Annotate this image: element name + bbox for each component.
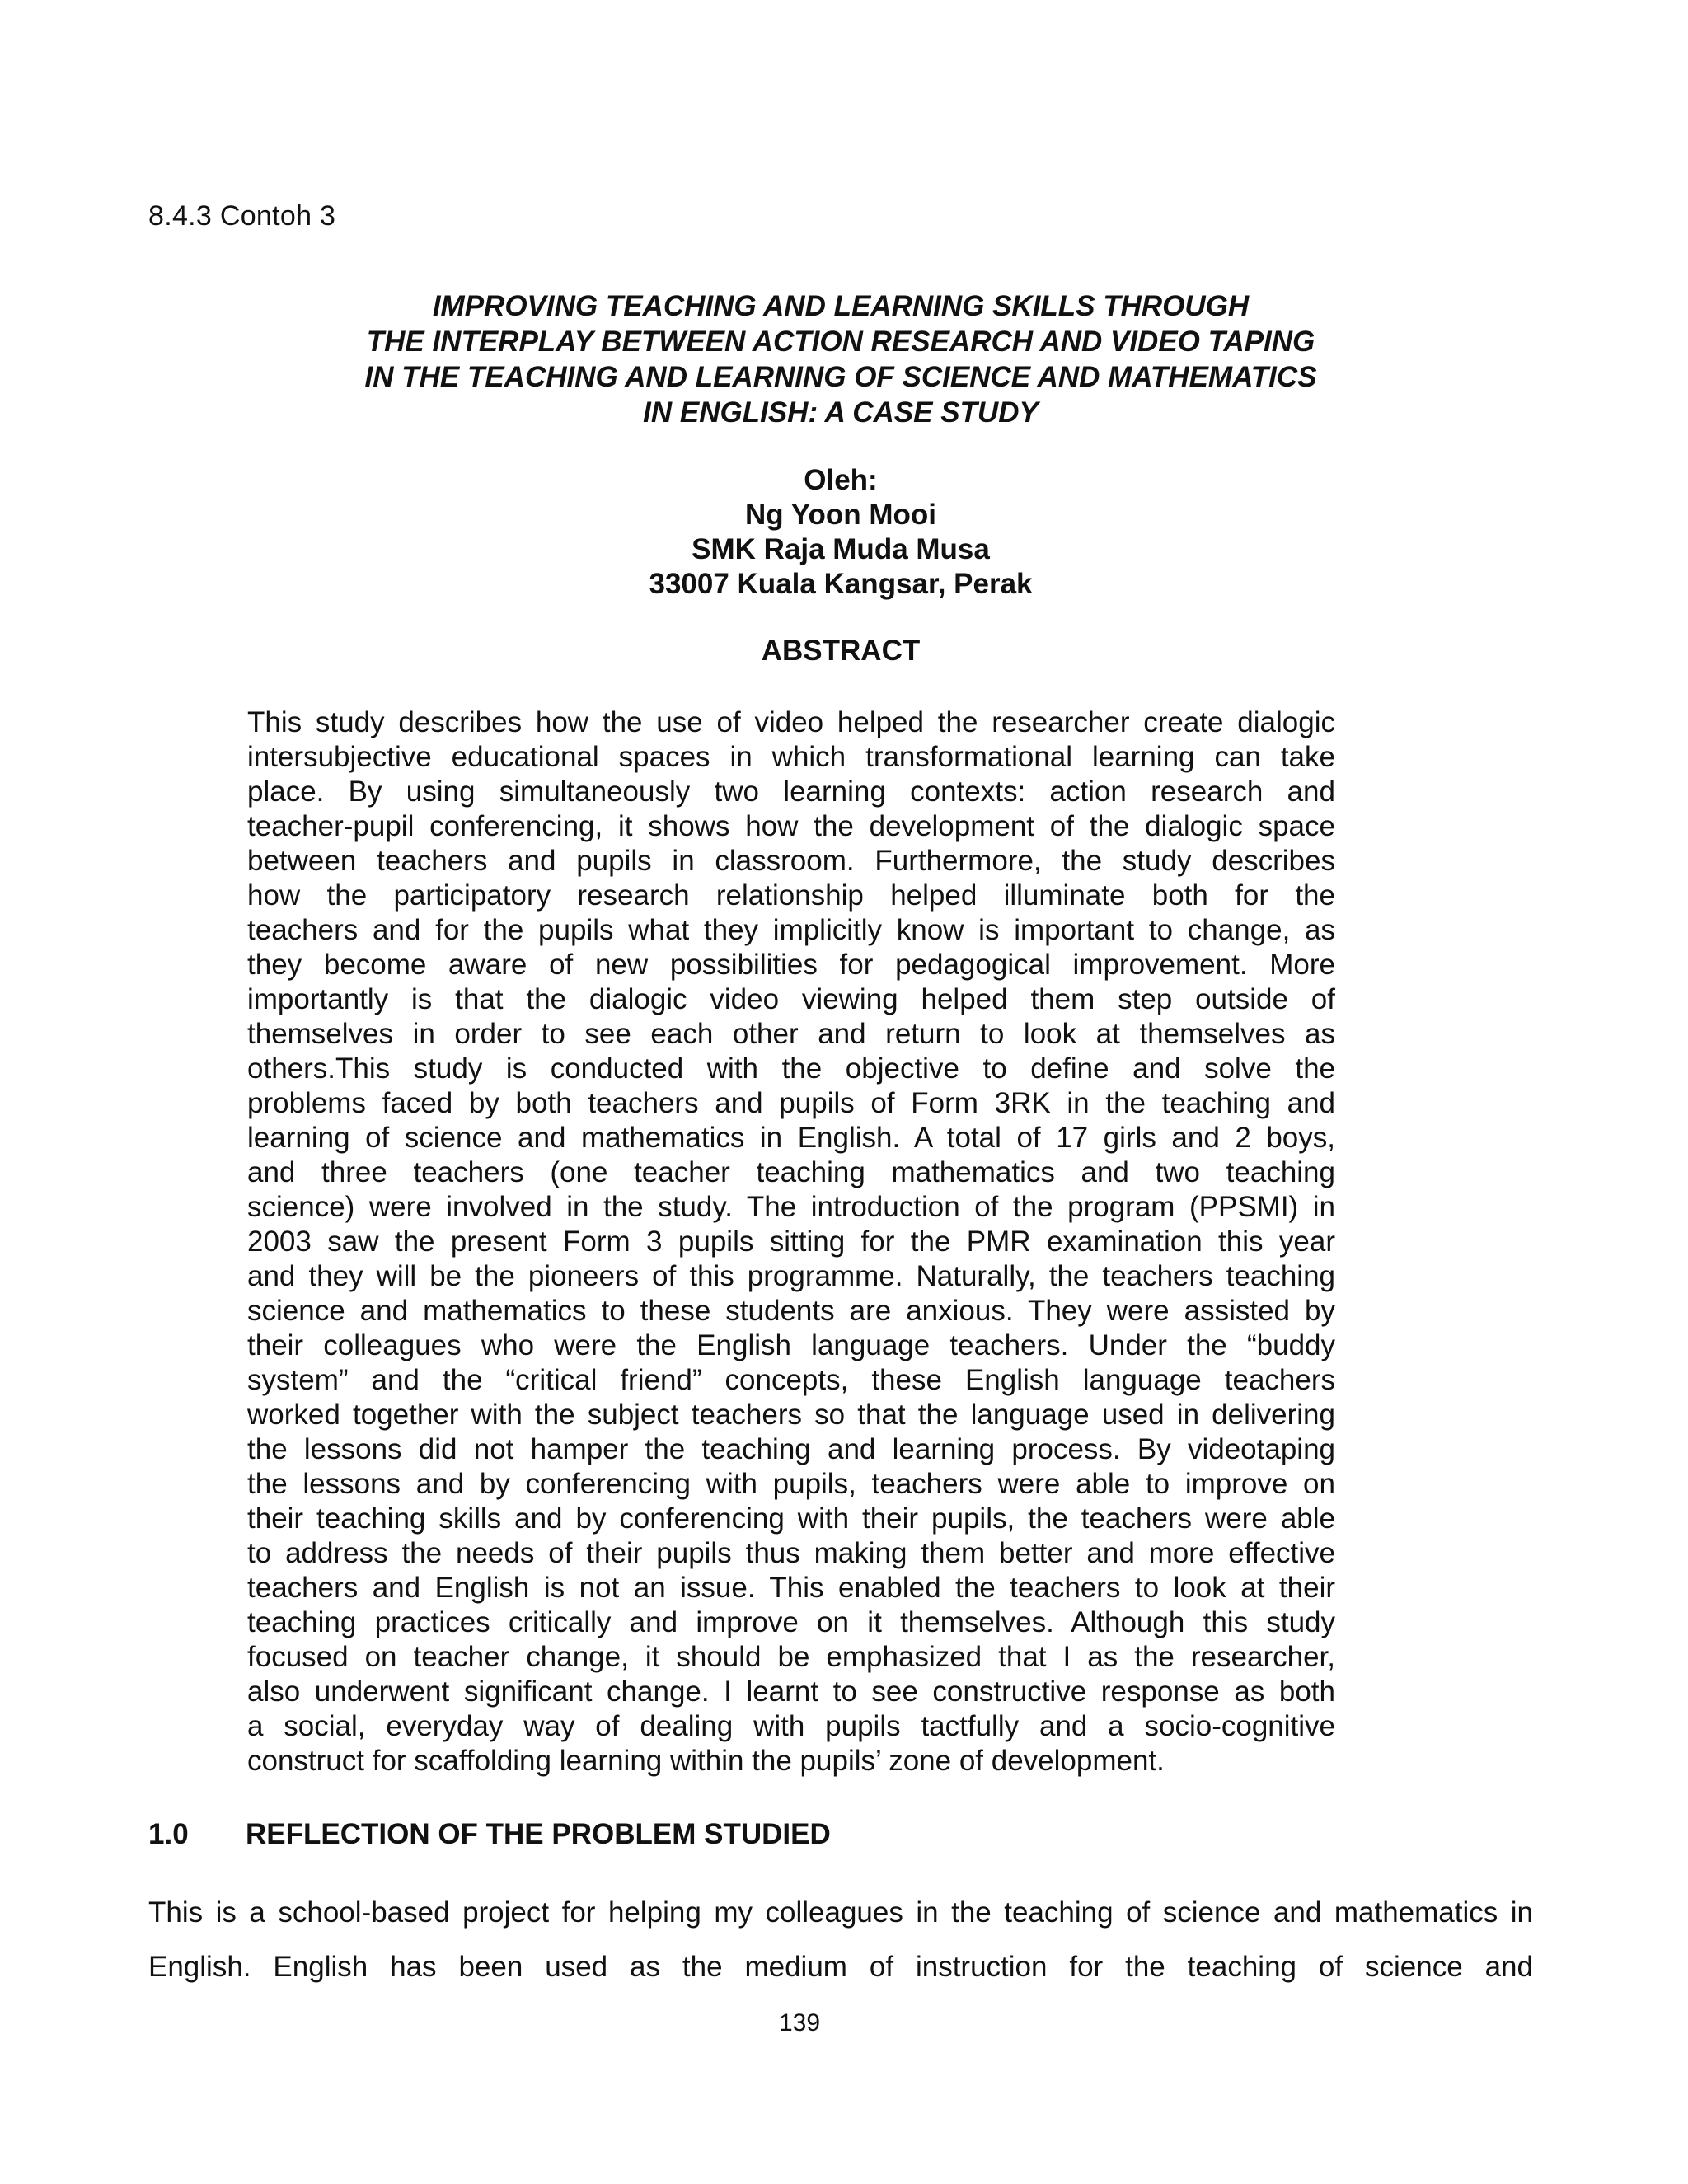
abstract-line: science) were involved in the study. The introduction of the program (PPSMI) in (247, 1191, 1335, 1223)
body-paragraph (148, 1886, 1533, 1994)
abstract-line: the lessons did not hamper the teaching and learning process. By videotaping (247, 1433, 1335, 1465)
section-heading (148, 1818, 831, 1851)
abstract-body (247, 705, 1335, 1779)
abstract-line: 2003 saw the present Form 3 pupils sitting for the PMR examination this year (247, 1226, 1335, 1258)
abstract-line: themselves in order to see each other and return to look at themselves as (247, 1018, 1335, 1050)
author-by-label: Oleh: (804, 464, 878, 496)
body-line: English. English has been used as the medium of instruction for the teaching of science and (148, 1951, 1533, 1983)
section-label: 8.4.3 Contoh 3 (148, 200, 336, 232)
abstract-line: teachers and for the pupils what they implicitly know is important to change, as (247, 914, 1335, 946)
abstract-line: teaching practices critically and improve on it themselves. Although this study (247, 1606, 1335, 1638)
page-number: 139 (778, 2009, 821, 2036)
abstract-line: intersubjective educational spaces in which transformational learning can take (247, 741, 1335, 773)
paper-title (247, 288, 1434, 430)
abstract-line: others.This study is conducted with the objective to define and solve the (247, 1052, 1335, 1085)
abstract-line: This study describes how the use of video helped the researcher create dialogic (247, 706, 1335, 738)
abstract-line: between teachers and pupils in classroom. Furthermore, the study describes (247, 845, 1335, 877)
abstract-line: science and mathematics to these students are anxious. They were assisted by (247, 1295, 1335, 1327)
section-title: REFLECTION OF THE PROBLEM STUDIED (246, 1818, 831, 1850)
abstract-line: also underwent significant change. I learnt to see constructive response as both (247, 1675, 1335, 1708)
title-line: IN ENGLISH: A CASE STUDY (643, 396, 1039, 429)
abstract-line: to address the needs of their pupils thus making them better and more effective (247, 1537, 1335, 1569)
abstract-line: the lessons and by conferencing with pupils, teachers were able to improve on (247, 1468, 1335, 1500)
abstract-line: construct for scaffolding learning within the pupils’ zone of development. (247, 1745, 1165, 1777)
abstract-line: a social, everyday way of dealing with pupils tactfully and a socio-cognitive (247, 1710, 1335, 1742)
section-number: 1.0 (148, 1818, 189, 1850)
abstract-line: teacher-pupil conferencing, it shows how the development of the dialogic space (247, 810, 1335, 842)
abstract-line: their teaching skills and by conferencing with their pupils, the teachers were able (247, 1502, 1335, 1535)
title-line: IMPROVING TEACHING AND LEARNING SKILLS THROUGH (432, 290, 1250, 322)
abstract-line: and three teachers (one teacher teaching mathematics and two teaching (247, 1156, 1335, 1188)
abstract-line: worked together with the subject teachers so that the language used in delivering (247, 1399, 1335, 1431)
abstract-line: teachers and English is not an issue. This enabled the teachers to look at their (247, 1572, 1335, 1604)
title-line: THE INTERPLAY BETWEEN ACTION RESEARCH AND VIDEO TAPING (366, 326, 1315, 358)
author-block (247, 463, 1434, 602)
abstract-line: they become aware of new possibilities for pedagogical improvement. More (247, 949, 1335, 981)
author-name: Ng Yoon Mooi (745, 499, 936, 531)
body-line: This is a school-based project for helping my colleagues in the teaching of science and mathematics in (148, 1896, 1533, 1929)
abstract-line: focused on teacher change, it should be emphasized that I as the researcher, (247, 1641, 1335, 1673)
abstract-heading: ABSTRACT (761, 635, 921, 667)
abstract-line: learning of science and mathematics in English. A total of 17 girls and 2 boys, (247, 1122, 1335, 1154)
abstract-line: and they will be the pioneers of this programme. Naturally, the teachers teaching (247, 1260, 1335, 1292)
abstract-line: problems faced by both teachers and pupils of Form 3RK in the teaching and (247, 1087, 1335, 1119)
author-address: 33007 Kuala Kangsar, Perak (649, 568, 1033, 600)
abstract-line: place. By using simultaneously two learning contexts: action research and (247, 776, 1335, 808)
author-school: SMK Raja Muda Musa (692, 533, 990, 565)
abstract-line: their colleagues who were the English language teachers. Under the “buddy (247, 1329, 1335, 1361)
abstract-line: system” and the “critical friend” concepts, these English language teachers (247, 1364, 1335, 1396)
title-line: IN THE TEACHING AND LEARNING OF SCIENCE AND MATHEMATICS (364, 361, 1317, 393)
abstract-line: importantly is that the dialogic video viewing helped them step outside of (247, 983, 1335, 1015)
abstract-line: how the participatory research relationship helped illuminate both for the (247, 879, 1335, 912)
